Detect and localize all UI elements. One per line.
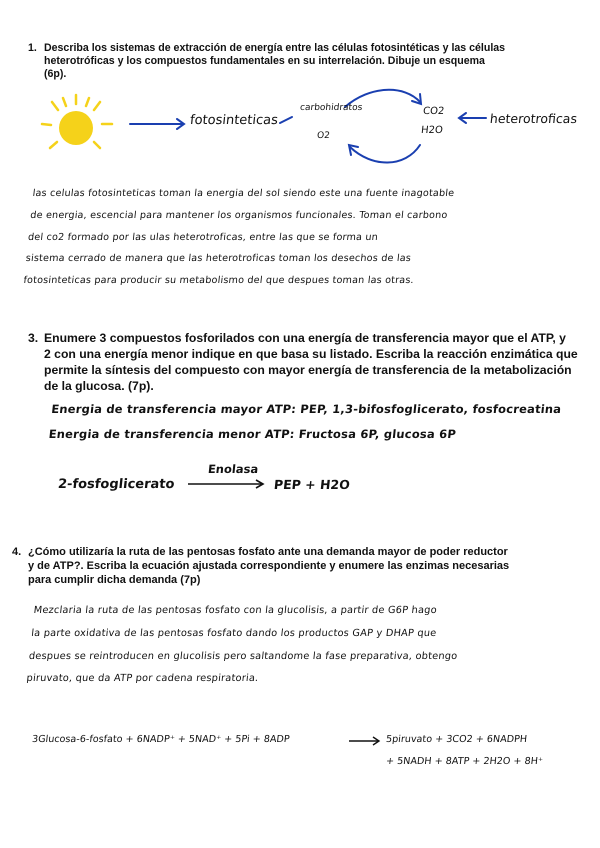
question-3-line-2: 2 con una energía menor indique en que basa su listado. Escriba la reacción enzimática que (44, 347, 578, 361)
question-3 (28, 330, 588, 394)
fotosinteticas-label: fotosinteticas (189, 113, 279, 128)
equation-right-2: + 5NADH + 8ATP + 2H2O + 8H⁺ (385, 756, 544, 767)
question-1-line-2: heterotróficas y los compuestos fundamentales en su interrelación. Dibuje un esquema (44, 55, 485, 67)
carbohidratos-label: carbohidratos (299, 103, 363, 113)
answer-1-line-4: sistema cerrado de manera que las heterotroficas toman los desechos de las (25, 253, 412, 265)
question-4-line-1: ¿Cómo utilizaría la ruta de las pentosas fosfato ante una demanda mayor de poder reductor (28, 546, 508, 558)
answer-1-line-5: fotosinteticas para producir su metabolismo del que despues toman las otras. (22, 275, 415, 287)
answer-4-line-2: la parte oxidativa de las pentosas fosfato dando los productos GAP y DHAP que (30, 627, 438, 639)
h2o-label: H2O (420, 125, 444, 136)
heterotroficas-label: heterotroficas (489, 111, 578, 126)
sun-icon (42, 95, 112, 148)
answer-1-line-1: las celulas fotosinteticas toman la energia del sol siendo este una fuente inagotable (32, 188, 455, 199)
answer-1-line-2: de energia, escencial para mantener los organismos funcionales. Toman el carbono (29, 209, 449, 221)
answer-4-line-4: piruvato, que da ATP por cadena respiratoria. (25, 673, 259, 685)
answer-3 (47, 397, 572, 447)
o2-label: O2 (316, 131, 331, 141)
question-4 (12, 545, 542, 587)
equation-left: 3Glucosa-6-fosfato + 6NADP⁺ + 5NAD⁺ + 5Pi + 8ADP (31, 734, 291, 745)
question-1-line-1: Describa los sistemas de extracción de energía entre las células fotosintéticas y las células (44, 42, 506, 54)
co2-label: CO2 (422, 106, 445, 117)
answer-1-line-3: del co2 formado por las ulas heterotroficas, entre las que se forma un (27, 231, 379, 243)
answer-1 (22, 183, 578, 292)
reaction-enzyme: Enolasa (207, 462, 260, 476)
question-4-number: 4. (12, 546, 22, 558)
question-4-line-3: para cumplir dicha demanda (7p) (28, 574, 201, 586)
reaction-products: PEP + H2O (273, 477, 351, 492)
question-3-line-3: permite la síntesis del compuesto con mayor energía de transferencia de la metabolización (44, 363, 572, 377)
answer-3-mayor: Energia de transferencia mayor ATP: PEP, 1,3-bifosfoglicerato, fosfocreatina (50, 402, 563, 416)
reaction-reactant: 2-fosfoglicerato (57, 477, 176, 492)
cycle-arrow-bottom (350, 145, 420, 163)
question-3-line-1: Enumere 3 compuestos fosforilados con una energía de transferencia mayor que el ATP, y (44, 331, 566, 345)
question-1-line-3: (6p). (44, 68, 67, 80)
answer-4 (25, 600, 590, 691)
equation-right-1: 5piruvato + 3CO2 + 6NADPH (385, 734, 528, 745)
question-4-line-2: y de ATP?. Escriba la ecuación ajustada correspondiente y enumere las enzimas necesarias (28, 560, 510, 572)
question-1-number: 1. (28, 42, 37, 54)
answer-4-line-1: Mezclaria la ruta de las pentosas fosfato con la glucolisis, a partir de G6P hago (33, 605, 438, 616)
answer-3-menor: Energia de transferencia menor ATP: Fructosa 6P, glucosa 6P (48, 427, 457, 441)
answer-4-line-3: despues se reintroducen en glucolisis pero saltandome la fase preparativa, obtengo (28, 650, 458, 662)
question-3-line-4: de la glucosa. (7p). (44, 379, 154, 393)
question-3-number: 3. (28, 331, 39, 345)
